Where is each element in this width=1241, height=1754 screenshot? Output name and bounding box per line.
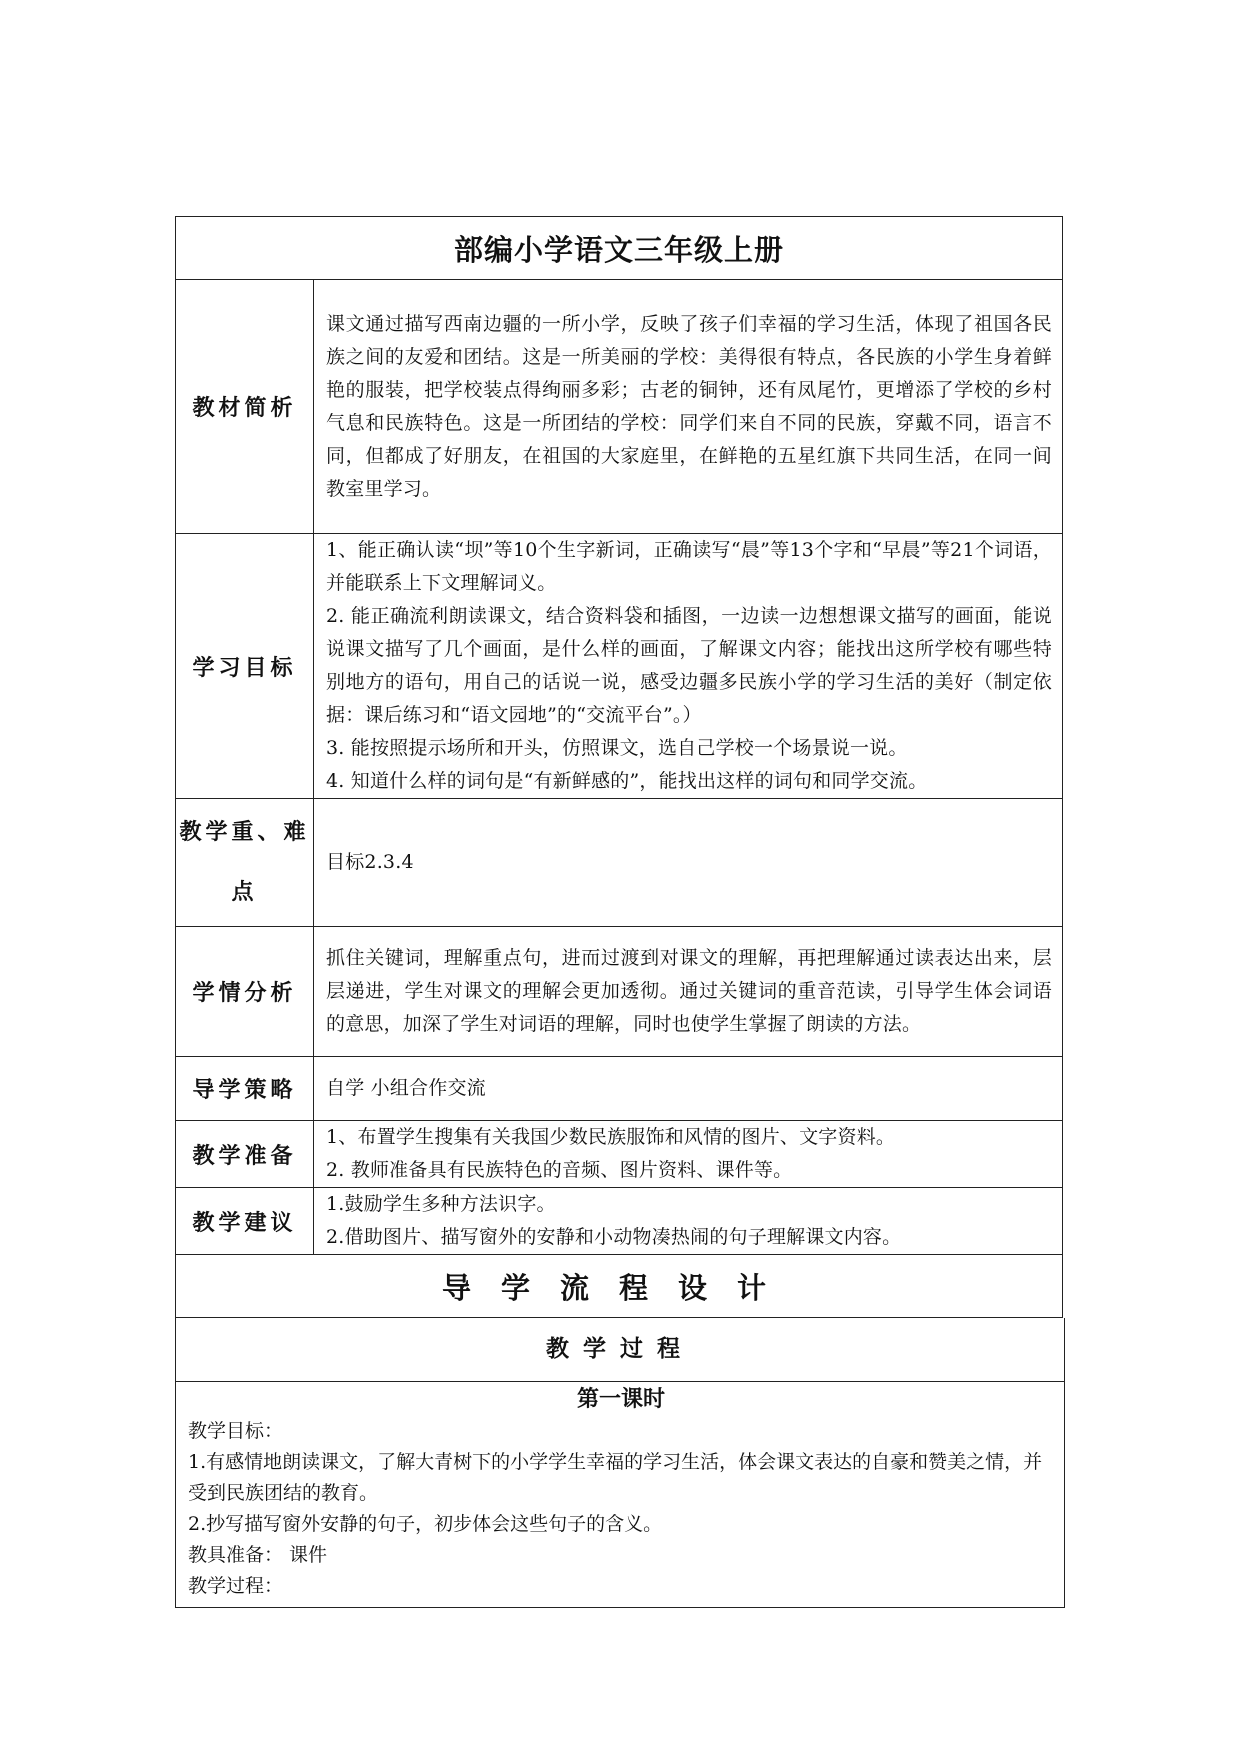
- goal-line-4: 4. 知道什么样的词句是“有新鲜感的”，能找出这样的词句和同学交流。: [326, 770, 928, 792]
- row-key-difficult-points: [176, 799, 1063, 927]
- lesson-line-2: 1.有感情地朗读课文，了解大青树下的小学学生幸福的学习生活，体会课文表达的自豪和赞美之情，并受到民族团结的教育。: [188, 1451, 1043, 1504]
- key-difficult-label-line-1: 教学重、难: [179, 819, 310, 845]
- lesson-line-4: 教具准备： 课件: [188, 1544, 328, 1566]
- key-difficult-label-line-2: 点: [231, 879, 258, 905]
- row-textbook-analysis: [176, 280, 1063, 534]
- suggestion-line-1: 1.鼓励学生多种方法识字。: [326, 1193, 556, 1215]
- goal-line-3: 3. 能按照提示场所和开头，仿照课文，选自己学校一个场景说一说。: [326, 737, 908, 759]
- lesson-line-5: 教学过程：: [188, 1575, 284, 1597]
- label-guidance-strategy: 导学策略: [176, 1057, 314, 1121]
- row-learning-goals: [176, 534, 1063, 799]
- content-teaching-preparation: [314, 1121, 1063, 1188]
- lesson-line-3: 2.抄写描写窗外安静的句子，初步体会这些句子的含义。: [188, 1513, 663, 1535]
- content-textbook-analysis: [314, 280, 1063, 534]
- label-student-analysis: 学情分析: [176, 927, 314, 1057]
- row-guidance-strategy: [176, 1057, 1063, 1121]
- key-difficult-text: 目标2.3.4: [326, 851, 414, 873]
- label-textbook-analysis: 教材简析: [176, 280, 314, 534]
- content-teaching-suggestions: [314, 1188, 1063, 1255]
- lesson-plan-table: [175, 216, 1063, 1318]
- content-learning-goals: [314, 534, 1063, 799]
- goal-line-2: 2. 能正确流利朗读课文，结合资料袋和插图，一边读一边想想课文描写的画面，能说说课文描写了几个画面，是什么样的画面，了解课文内容；能找出这所学校有哪些特别地方的语句，用自己的话说一说，感受边疆多民族小学的学习生活的美好（制定依据：课后练习和“语文园地”的“交流平台”。）: [326, 605, 1053, 726]
- goal-line-1: 1、能正确认读“坝”等10个生字新词，正确读写“晨”等13个字和“早晨”等21个词语，并能联系上下文理解词义。: [326, 539, 1053, 594]
- label-learning-goals: 学习目标: [176, 534, 314, 799]
- section-title-row: [176, 1255, 1063, 1318]
- label-key-difficult-points: [176, 799, 314, 927]
- guidance-strategy-text: 自学 小组合作交流: [326, 1077, 486, 1099]
- lesson-title: 第一课时: [576, 1387, 665, 1412]
- lesson-plan-sheet: [175, 216, 1062, 1608]
- content-key-difficult-points: [314, 799, 1063, 927]
- process-title: 教学过程: [175, 1318, 1065, 1382]
- section-title: 导学流程设计: [176, 1255, 1063, 1318]
- preparation-line-1: 1、布置学生搜集有关我国少数民族服饰和风情的图片、文字资料。: [326, 1126, 896, 1148]
- label-teaching-suggestions: 教学建议: [176, 1188, 314, 1255]
- student-analysis-text: 抓住关键词，理解重点句，进而过渡到对课文的理解，再把理解通过读表达出来，层层递进，学生对课文的理解会更加透彻。通过关键词的重音范读，引导学生体会词语的意思，加深了学生对词语的理解，同时也使学生掌握了朗读的方法。: [326, 947, 1053, 1035]
- lesson-line-1: 教学目标：: [188, 1420, 284, 1442]
- row-student-analysis: [176, 927, 1063, 1057]
- lesson-box: [175, 1382, 1065, 1608]
- content-student-analysis: [314, 927, 1063, 1057]
- preparation-line-2: 2. 教师准备具有民族特色的音频、图片资料、课件等。: [326, 1159, 793, 1181]
- label-teaching-preparation: 教学准备: [176, 1121, 314, 1188]
- content-guidance-strategy: [314, 1057, 1063, 1121]
- document-title: 部编小学语文三年级上册: [176, 217, 1063, 280]
- suggestion-line-2: 2.借助图片、描写窗外的安静和小动物凑热闹的句子理解课文内容。: [326, 1226, 902, 1248]
- textbook-analysis-text: 课文通过描写西南边疆的一所小学，反映了孩子们幸福的学习生活，体现了祖国各民族之间的友爱和团结。这是一所美丽的学校：美得很有特点，各民族的小学生身着鲜艳的服装，把学校装点得绚丽多彩；古老的铜钟，还有凤尾竹，更增添了学校的乡村气息和民族特色。这是一所团结的学校：同学们来自不同的民族，穿戴不同，语言不同，但都成了好朋友，在祖国的大家庭里，在鲜艳的五星红旗下共同生活，在同一间教室里学习。: [326, 312, 1053, 500]
- row-teaching-preparation: [176, 1121, 1063, 1188]
- row-teaching-suggestions: [176, 1188, 1063, 1255]
- title-row: [176, 217, 1063, 280]
